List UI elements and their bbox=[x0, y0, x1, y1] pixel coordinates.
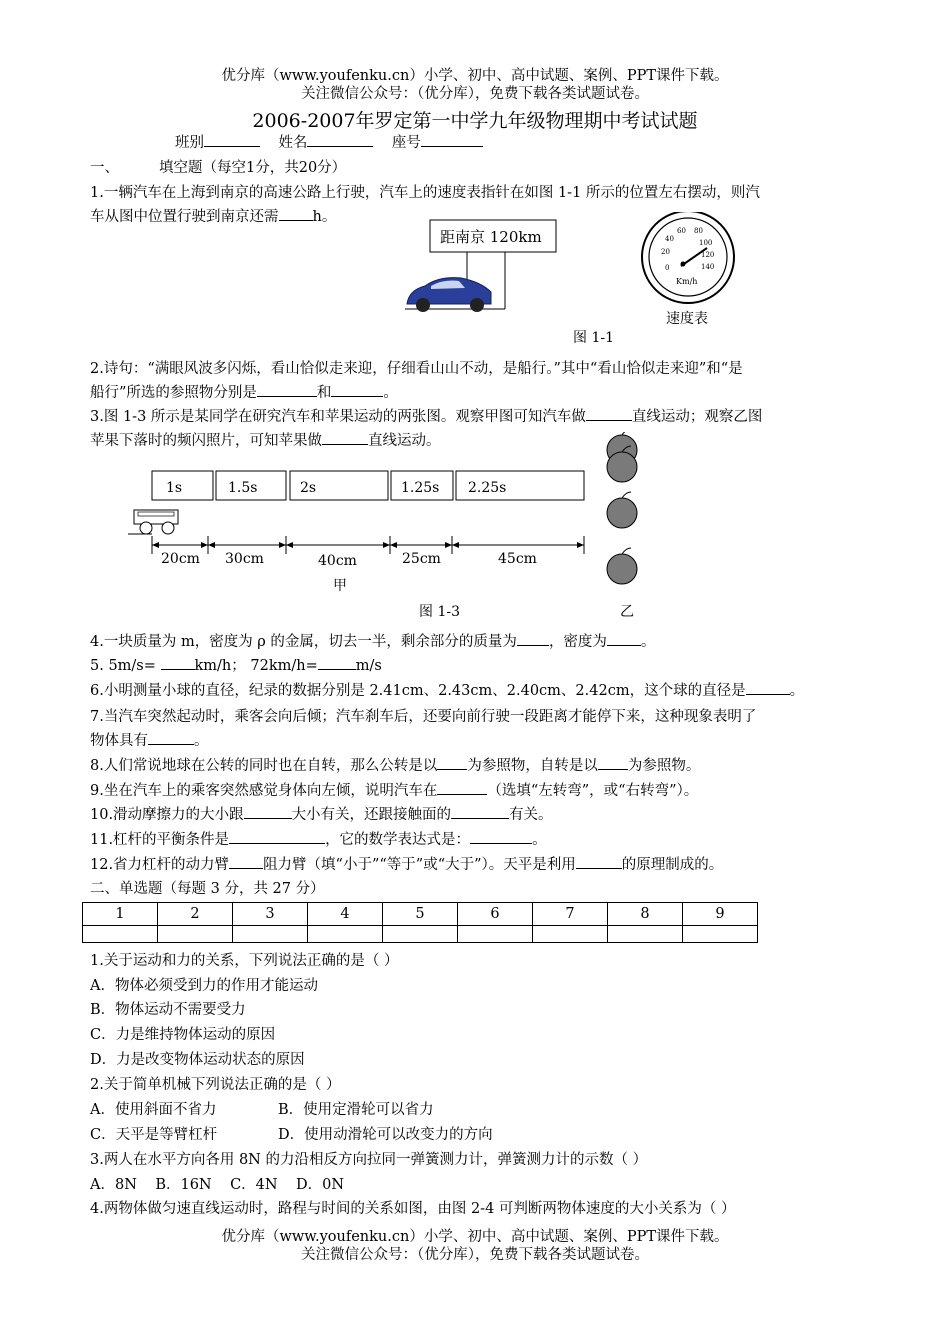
mc-q3-stem: 3.两人在水平方向各用 8N 的力沿相反方向拉同一弹簧测力计，弹簧测力计的示数（ ） bbox=[90, 1152, 648, 1168]
answer-header-8: 8 bbox=[608, 903, 683, 926]
q7-line1: 7.当汽车突然起动时，乘客会向后倾；汽车刹车后，还要向前行驶一段距离才能停下来，这种现象表明了 bbox=[90, 709, 757, 725]
distance-label-4: 25cm bbox=[402, 551, 441, 567]
q2-line1: 2.诗句：“满眼风波多闪烁，看山恰似走来迎，仔细看山山不动，是船行。”其中“看山恰似走来迎”和“是 bbox=[90, 361, 743, 377]
answer-cell-5[interactable] bbox=[383, 926, 458, 943]
header-line-2: 关注微信公众号：（优分库），免费下载各类试题试卷。 bbox=[301, 86, 649, 102]
speedometer-caption: 速度表 bbox=[666, 311, 708, 327]
mc-q4-stem: 4.两物体做匀速直线运动时，路程与时间的关系如图，由图 2-4 可判断两物体速度的大小关系为（ ） bbox=[90, 1201, 736, 1217]
q12: 12.省力杠杆的动力臂 阻力臂（填“小于”“等于”或“大于”）。天平是利用 的原理制成的。 bbox=[90, 853, 723, 877]
speedometer bbox=[642, 212, 734, 303]
mc-q1-stem: 1.关于运动和力的关系，下列说法正确的是（ ） bbox=[90, 953, 399, 969]
figure-1-1 bbox=[395, 212, 755, 352]
student-info bbox=[175, 131, 483, 155]
class-label: 班别 bbox=[175, 135, 204, 151]
speed-tick-120: 120 bbox=[701, 251, 715, 259]
mc-q3-option-a: A．8N bbox=[90, 1177, 137, 1193]
q8: 8.人们常说地球在公转的同时也在自转，那么公转是以 为参照物，自转是以 为参照物。 bbox=[90, 754, 700, 778]
answer-cell-8[interactable] bbox=[608, 926, 683, 943]
page-title: 2006-2007年罗定第一中学九年级物理期中考试试题 bbox=[252, 110, 698, 132]
answer-cell-7[interactable] bbox=[533, 926, 608, 943]
answer-table bbox=[82, 902, 758, 943]
speed-tick-60: 60 bbox=[677, 227, 686, 235]
answer-header-6: 6 bbox=[458, 903, 533, 926]
mc-q2-option-d: D．使用动滑轮可以改变力的方向 bbox=[278, 1127, 493, 1143]
q4: 4.一块质量为 m，密度为 ρ 的金属，切去一半，剩余部分的质量为 ，密度为 。 bbox=[90, 630, 655, 654]
q1-line1: 1.一辆汽车在上海到南京的高速公路上行驶，汽车上的速度表指针在如图 1-1 所示的位置左右摆动，则汽 bbox=[90, 185, 760, 201]
mc-q2-option-c: C．天平是等臂杠杆 bbox=[90, 1127, 218, 1143]
mc-q2-option-a: A．使用斜面不省力 bbox=[90, 1102, 217, 1118]
answer-cell-1[interactable] bbox=[83, 926, 158, 943]
mc-q3-options bbox=[90, 1173, 344, 1197]
car-icon bbox=[407, 278, 491, 312]
speed-tick-0: 0 bbox=[665, 264, 670, 272]
answer-cell-6[interactable] bbox=[458, 926, 533, 943]
mc-q1-option-b: B．物体运动不需要受力 bbox=[90, 1002, 246, 1018]
answer-header-2: 2 bbox=[158, 903, 233, 926]
q9: 9.坐在汽车上的乘客突然感觉身体向左倾，说明汽车在 （选填“左转弯”，或“右转弯”）。 bbox=[90, 779, 698, 803]
label-jia: 甲 bbox=[333, 578, 347, 594]
mc-q3-option-b: B．16N bbox=[155, 1177, 212, 1193]
time-box-1 bbox=[152, 471, 213, 500]
mc-q1-option-c: C．力是维持物体运动的原因 bbox=[90, 1027, 276, 1043]
distance-sign-text: 距南京 120km bbox=[440, 228, 542, 246]
answer-cell-2[interactable] bbox=[158, 926, 233, 943]
time-label-4: 1.25s bbox=[401, 480, 440, 496]
q1-line2: 车从图中位置行驶到南京还需 h。 bbox=[90, 205, 336, 229]
answer-cell-3[interactable] bbox=[233, 926, 308, 943]
speed-unit: Km/h bbox=[676, 277, 698, 286]
speed-tick-20: 20 bbox=[661, 248, 670, 256]
mc-q1-option-d: D．力是改变物体运动状态的原因 bbox=[90, 1052, 305, 1068]
time-label-5: 2.25s bbox=[468, 480, 507, 496]
name-label: 姓名 bbox=[278, 135, 308, 151]
distance-label-1: 20cm bbox=[161, 551, 200, 567]
distance-label-3: 40cm bbox=[318, 553, 357, 569]
distance-label-5: 45cm bbox=[498, 551, 537, 567]
footer-line-1: 优分库（www.youfenku.cn）小学、初中、高中试题、案例、PPT课件下载。 bbox=[221, 1229, 729, 1245]
answer-header-7: 7 bbox=[533, 903, 608, 926]
mc-q3-option-c: C．4N bbox=[230, 1177, 278, 1193]
time-label-2: 1.5s bbox=[228, 480, 258, 496]
answer-cell-4[interactable] bbox=[308, 926, 383, 943]
time-label-1: 1s bbox=[166, 480, 183, 496]
mc-q1-option-a: A．物体必须受到力的作用才能运动 bbox=[90, 978, 318, 994]
figure-1-1-caption: 图 1-1 bbox=[573, 330, 614, 346]
cart-icon bbox=[134, 510, 178, 534]
answer-header-9: 9 bbox=[683, 903, 758, 926]
section1-heading: 一、 填空题（每空1分，共20分） bbox=[90, 160, 347, 176]
q6: 6.小明测量小球的直径，纪录的数据分别是 2.41cm、2.43cm、2.40cm、2.42cm，这个球的直径是 。 bbox=[90, 679, 804, 703]
header-line-1: 优分库（www.youfenku.cn）小学、初中、高中试题、案例、PPT课件下载。 bbox=[221, 68, 729, 84]
answer-header-4: 4 bbox=[308, 903, 383, 926]
speed-tick-80: 80 bbox=[694, 227, 703, 235]
q2-line2: 船行”所选的参照物分别是 和 。 bbox=[90, 381, 398, 405]
figure-1-3-caption: 图 1-3 bbox=[419, 604, 460, 620]
q10: 10.滑动摩擦力的大小跟 大小有关，还跟接触面的 有关。 bbox=[90, 803, 553, 827]
figure-1-3 bbox=[128, 432, 658, 624]
speed-tick-140: 140 bbox=[701, 263, 715, 271]
answer-header-5: 5 bbox=[383, 903, 458, 926]
answer-header-1: 1 bbox=[83, 903, 158, 926]
answer-header-3: 3 bbox=[233, 903, 308, 926]
speed-tick-40: 40 bbox=[665, 235, 674, 243]
distance-label-2: 30cm bbox=[225, 551, 264, 567]
section2-heading: 二、单选题（每题 3 分，共 27 分） bbox=[90, 881, 325, 897]
time-label-3: 2s bbox=[300, 480, 317, 496]
speed-tick-100: 100 bbox=[699, 239, 713, 247]
q5: 5. 5m/s= km/h； 72km/h= m/s bbox=[90, 654, 382, 678]
q3-line1: 3.图 1-3 所示是某同学在研究汽车和苹果运动的两张图。观察甲图可知汽车做 直线运动；观察乙图 bbox=[90, 405, 762, 429]
footer-line-2: 关注微信公众号：（优分库），免费下载各类试题试卷。 bbox=[301, 1247, 649, 1263]
mc-q2-stem: 2.关于简单机械下列说法正确的是（ ） bbox=[90, 1077, 341, 1093]
q3-line2: 苹果下落时的频闪照片，可知苹果做 直线运动。 bbox=[90, 429, 441, 453]
apple-icons bbox=[607, 432, 637, 584]
answer-cell-9[interactable] bbox=[683, 926, 758, 943]
mc-q3-option-d: D．0N bbox=[296, 1177, 345, 1193]
q11: 11.杠杆的平衡条件是 ，它的数学表达式是： 。 bbox=[90, 828, 547, 852]
seat-label: 座号 bbox=[391, 135, 421, 151]
mc-q2-option-b: B．使用定滑轮可以省力 bbox=[278, 1102, 434, 1118]
label-yi: 乙 bbox=[620, 604, 634, 620]
q7-line2: 物体具有 。 bbox=[90, 729, 209, 753]
